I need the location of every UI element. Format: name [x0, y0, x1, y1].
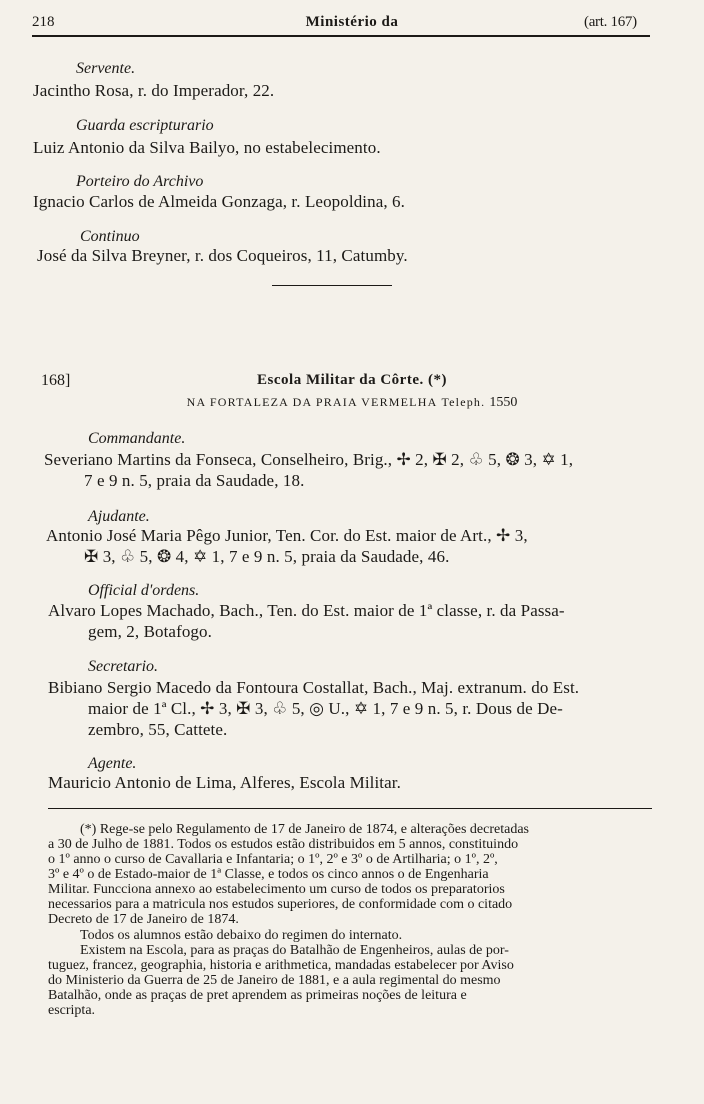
- officer-entry: Bibiano Sergio Macedo da Fontoura Costallat, Bach., Maj. extranum. do Est.: [48, 678, 580, 697]
- footnote-line: Batalhão, onde as praças de pret aprendem as primeiras noções de leitura e: [48, 988, 467, 1003]
- school-location-line: [0, 393, 704, 411]
- footnote-line: a 30 de Julho de 1881. Todos os estudos estão distribuidos em 5 annos, constituindo: [48, 837, 519, 852]
- footnote-line: Existem na Escola, para as praças do Batalhão de Engenheiros, aulas de por-: [80, 943, 509, 958]
- article-reference: (art. 167): [584, 14, 637, 30]
- staff-role: Continuo: [80, 228, 140, 245]
- footnote-divider: [48, 808, 652, 809]
- footnote-line: 3º e 4º o de Estado-maior de 1ª Classe, e todos os cinco annos o de Engenharia: [48, 867, 489, 882]
- officer-role: Official d'ordens.: [88, 582, 200, 599]
- officer-entry: Antonio José Maria Pêgo Junior, Ten. Cor. do Est. maior de Art., ✢ 3,: [46, 526, 528, 545]
- footnote-line: o 1º anno o curso de Cavallaria e Infantaria; o 1º, 2º e 3º o de Artilharia; o 1º, 2º,: [48, 852, 498, 867]
- officer-role: Ajudante.: [88, 508, 150, 525]
- officer-entry-continued: gem, 2, Botafogo.: [88, 622, 212, 641]
- school-location: NA FORTALEZA DA PRAIA VERMELHA: [186, 395, 438, 409]
- staff-entry: Ignacio Carlos de Almeida Gonzaga, r. Leopoldina, 6.: [33, 192, 406, 211]
- staff-role: Servente.: [76, 60, 136, 77]
- footnote-line: Todos os alumnos estão debaixo do regimen do internato.: [80, 928, 403, 943]
- telephone-label: Teleph.: [441, 395, 486, 409]
- footnote-line: Militar. Funcciona annexo ao estabelecimento um curso de todos os preparatorios: [48, 882, 505, 897]
- officer-role: Secretario.: [88, 658, 159, 675]
- footnote-line: Decreto de 17 de Janeiro de 1874.: [48, 912, 239, 927]
- officer-entry-continued: maior de 1ª Cl., ✢ 3, ✠ 3, ♧ 5, ◎ U., ✡ 1, 7 e 9 n. 5, r. Dous de De-: [88, 699, 563, 718]
- telephone-number: 1550: [489, 395, 518, 410]
- running-title: Ministério da: [305, 14, 399, 30]
- officer-entry: Alvaro Lopes Machado, Bach., Ten. do Est. maior de 1ª classe, r. da Passa-: [48, 601, 565, 620]
- staff-role: Guarda escripturario: [76, 117, 214, 134]
- officer-entry-continued: ✠ 3, ♧ 5, ❂ 4, ✡ 1, 7 e 9 n. 5, praia da Saudade, 46.: [84, 547, 450, 566]
- article-number: 168]: [41, 372, 71, 389]
- page-number: 218: [32, 14, 55, 30]
- staff-entry: Luiz Antonio da Silva Bailyo, no estabelecimento.: [33, 138, 381, 157]
- staff-entry: Jacintho Rosa, r. do Imperador, 22.: [33, 81, 275, 100]
- footnote-line: necessarios para a matricula nos estudos superiores, de conformidade com o citado: [48, 897, 513, 912]
- section-divider: [272, 285, 392, 286]
- footnote-line: (*) Rege-se pelo Regulamento de 17 de Janeiro de 1874, e alterações decretadas: [80, 822, 529, 837]
- staff-entry: José da Silva Breyner, r. dos Coqueiros, 11, Catumby.: [37, 246, 408, 265]
- officer-role: Commandante.: [88, 430, 186, 447]
- officer-entry: Mauricio Antonio de Lima, Alferes, Escola Militar.: [48, 773, 401, 792]
- footnote-line: do Ministerio da Guerra de 25 de Janeiro de 1881, e a aula regimental do mesmo: [48, 973, 501, 988]
- officer-entry: Severiano Martins da Fonseca, Conselheiro, Brig., ✢ 2, ✠ 2, ♧ 5, ❂ 3, ✡ 1,: [44, 450, 574, 469]
- staff-role: Porteiro do Archivo: [76, 173, 204, 190]
- officer-entry-continued: zembro, 55, Cattete.: [88, 720, 228, 739]
- header-rule: [32, 35, 650, 37]
- officer-role: Agente.: [88, 755, 137, 772]
- footnote-line: escripta.: [48, 1003, 96, 1018]
- officer-entry-continued: 7 e 9 n. 5, praia da Saudade, 18.: [84, 471, 305, 490]
- footnote-line: tuguez, francez, geographia, historia e arithmetica, mandadas estabelecer por Aviso: [48, 958, 514, 973]
- school-title: Escola Militar da Côrte. (*): [257, 372, 447, 388]
